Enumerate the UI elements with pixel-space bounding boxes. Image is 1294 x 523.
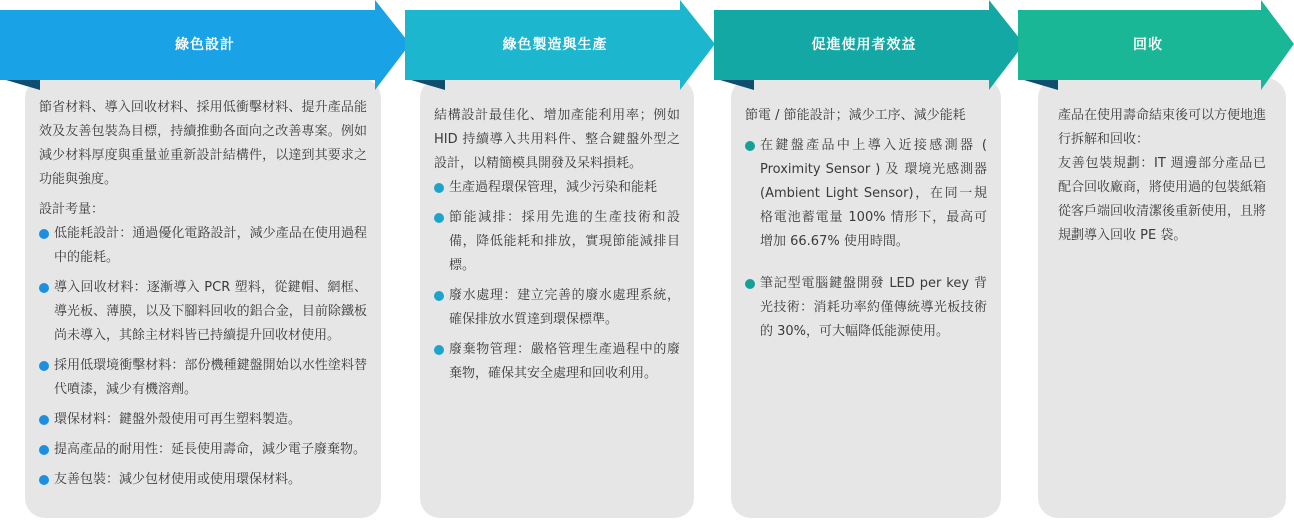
list-item: 低能耗設計：通過優化電路設計，減少產品在使用過程中的能耗。 bbox=[39, 222, 367, 270]
list-item: 筆記型電腦鍵盤開發 LED per key 背光技術：消耗功率約僅傳統導光板技術的 30%，可大幅降低能源使用。 bbox=[745, 272, 987, 344]
stage-intro: 節省材料、導入回收材料、採用低衝擊材料、提升產品能效及友善包裝為目標，持續推動各面向之改善專案。例如減少材料厚度與重量並重新設計結構件，以達到其要求之功能與強度。 bbox=[39, 100, 367, 187]
bullet-dot-icon bbox=[434, 345, 444, 355]
stage-intro: 節電 / 節能設計；減少工序、減少能耗 bbox=[745, 108, 966, 123]
list-item: 友善包裝：減少包材使用或使用環保材料。 bbox=[39, 468, 367, 492]
list-item: 導入回收材料：逐漸導入 PCR 塑料，從鍵帽、網框、導光板、薄膜，以及下腳料回收的鋁合金，目前除鐵板尚未導入，其餘主材料皆已持續提升回收材使用。 bbox=[39, 276, 367, 348]
stage-title: 綠色設計 bbox=[175, 37, 235, 53]
bullet-list bbox=[745, 134, 987, 344]
list-item: 節能減排：採用先進的生產技術和設備，降低能耗和排放，實現節能減排目標。 bbox=[434, 206, 680, 278]
stage-subtitle: 設計考量： bbox=[39, 202, 105, 217]
bullet-dot-icon bbox=[39, 475, 49, 485]
stage-title: 回收 bbox=[1133, 37, 1163, 53]
stage-card bbox=[1038, 78, 1286, 518]
recycle-text: 友善包裝規劃：IT 週邊部分產品已配合回收廠商，將使用過的包裝紙箱從客戶端回收清潔後重新使用，且將規劃導入回收 PE 袋。 bbox=[1058, 156, 1267, 243]
bullet-list bbox=[434, 176, 680, 386]
bullet-dot-icon bbox=[39, 361, 49, 371]
stage-card bbox=[25, 78, 381, 518]
stage-card bbox=[731, 78, 1001, 518]
bullet-list bbox=[39, 222, 367, 492]
list-item: 生產過程環保管理，減少污染和能耗 bbox=[434, 176, 680, 200]
list-item: 廢水處理：建立完善的廢水處理系統，確保排放水質達到環保標準。 bbox=[434, 284, 680, 332]
bullet-dot-icon bbox=[39, 415, 49, 425]
recycle-text: 產品在使用壽命結束後可以方便地進行拆解和回收： bbox=[1058, 108, 1267, 147]
bullet-dot-icon bbox=[434, 183, 444, 193]
stage-intro: 結構設計最佳化、增加產能利用率；例如 HID 持續導入共用料件、整合鍵盤外型之設計，以精簡模具開發及呆料損耗。 bbox=[434, 108, 680, 171]
list-item: 提高產品的耐用性：延長使用壽命，減少電子廢棄物。 bbox=[39, 438, 367, 462]
list-item: 採用低環境衝擊材料：部份機種鍵盤開始以水性塗料替代噴漆，減少有機溶劑。 bbox=[39, 354, 367, 402]
bullet-dot-icon bbox=[39, 283, 49, 293]
bullet-dot-icon bbox=[745, 141, 755, 151]
list-item: 廢棄物管理：嚴格管理生產過程中的廢棄物，確保其安全處理和回收利用。 bbox=[434, 338, 680, 386]
stage-title: 綠色製造與生產 bbox=[502, 37, 608, 53]
bullet-dot-icon bbox=[434, 213, 444, 223]
bullet-dot-icon bbox=[39, 229, 49, 239]
bullet-dot-icon bbox=[745, 279, 755, 289]
list-item: 環保材料：鍵盤外殼使用可再生塑料製造。 bbox=[39, 408, 367, 432]
stage-card bbox=[420, 78, 694, 518]
stage-title: 促進使用者效益 bbox=[811, 37, 917, 53]
bullet-dot-icon bbox=[434, 291, 444, 301]
bullet-dot-icon bbox=[39, 445, 49, 455]
list-item: 在鍵盤產品中上導入近接感測器 ( Proximity Sensor ) 及 環境光感測器 (Ambient Light Sensor)，在同一規格電池蓄電量 100% 情形下，最高可增加 66.67% 使用時間。 bbox=[745, 134, 987, 254]
